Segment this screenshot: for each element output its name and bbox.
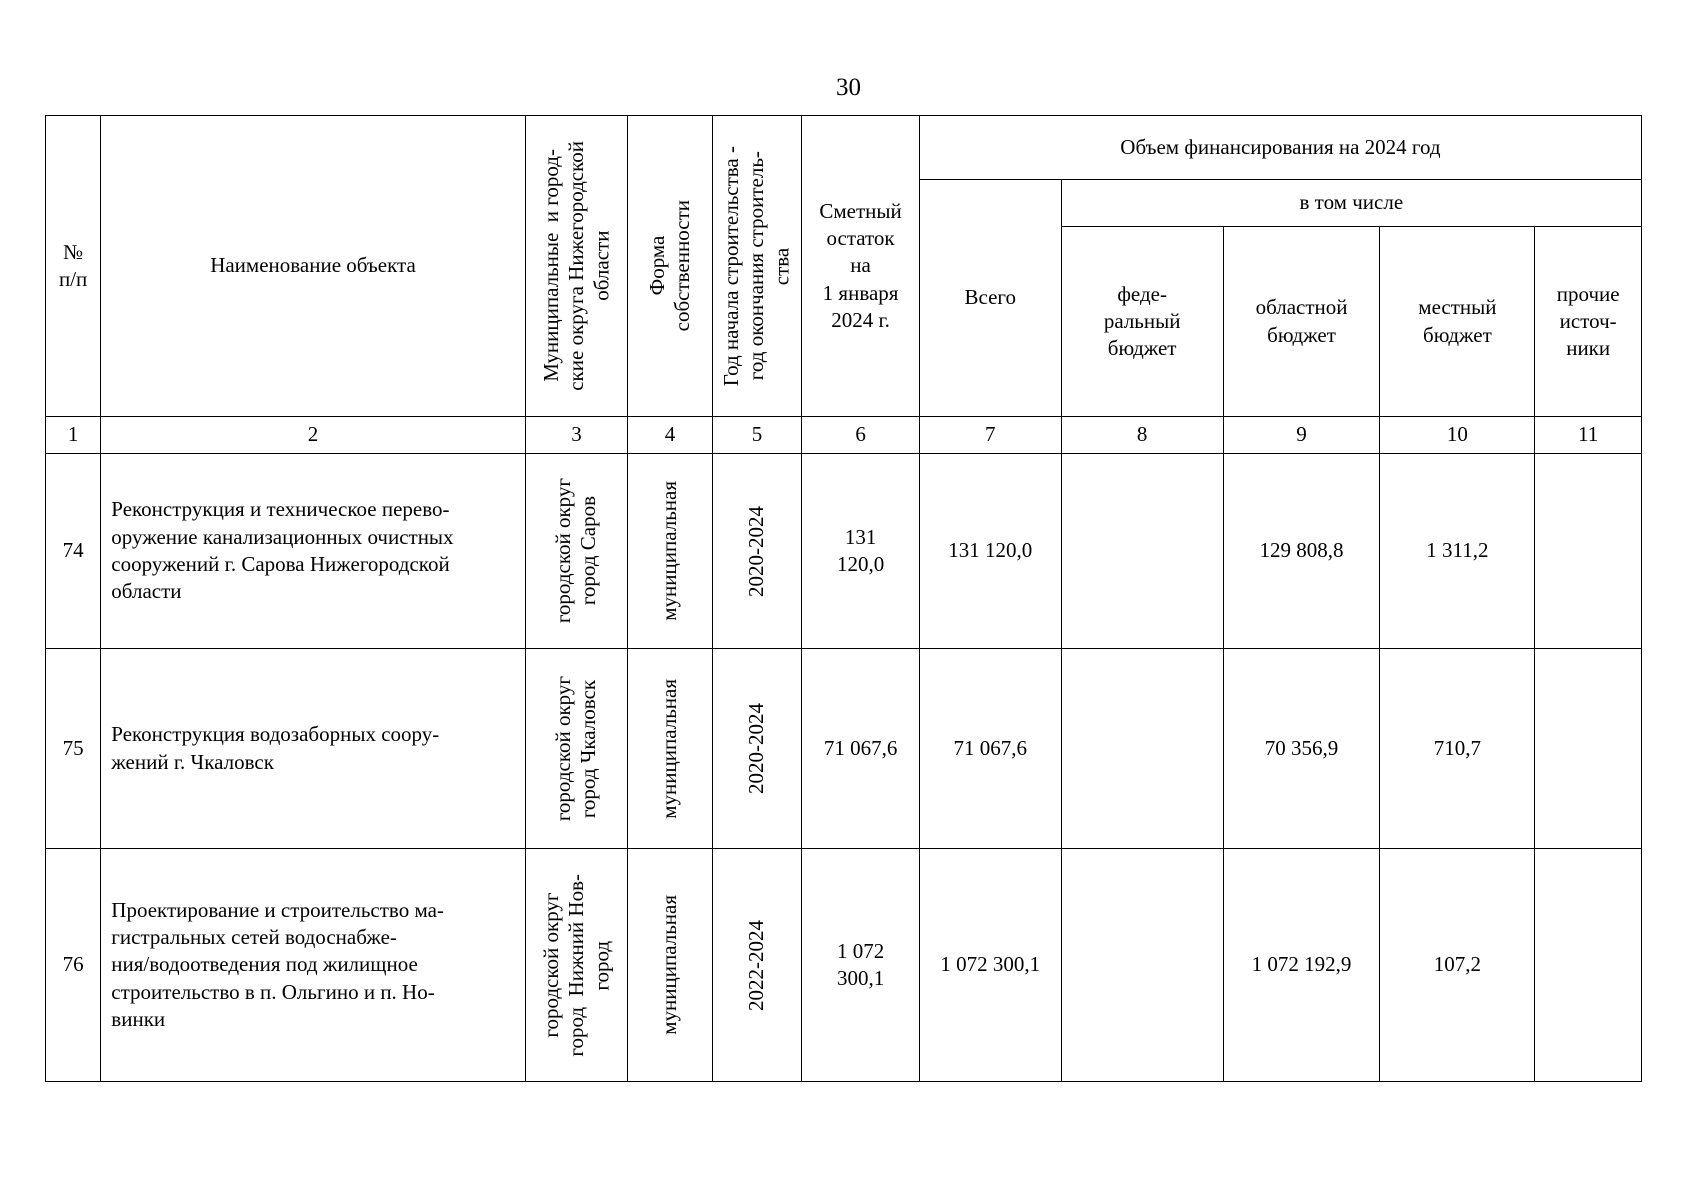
total: 71 067,6: [919, 649, 1061, 849]
column-number: 8: [1061, 417, 1223, 454]
header-row-1: [46, 116, 1642, 180]
column-number: 11: [1535, 417, 1642, 454]
municipality: городской округ город Саров: [525, 454, 628, 649]
header-local: местный бюджет: [1380, 227, 1535, 417]
local-budget: 1 311,2: [1380, 454, 1535, 649]
local-budget: 710,7: [1380, 649, 1535, 849]
table-row: [46, 454, 1642, 649]
header-total: Всего: [919, 180, 1061, 417]
remainder: 71 067,6: [802, 649, 920, 849]
header-num: № п/п: [46, 116, 101, 417]
header-name: Наименование объекта: [101, 116, 525, 417]
municipality: городской округ город Нижний Нов- город: [525, 849, 628, 1082]
table-row: [46, 649, 1642, 849]
construction-years: 2020-2024: [712, 649, 802, 849]
federal-budget: [1061, 454, 1223, 649]
object-name: Реконструкция и техническое перево- оружение канализационных очистных сооружений г. Сарова Нижегородской области: [101, 454, 525, 649]
local-budget: 107,2: [1380, 849, 1535, 1082]
header-regional: областной бюджет: [1223, 227, 1380, 417]
column-number: 6: [802, 417, 920, 454]
row-num: 75: [46, 649, 101, 849]
regional-budget: 70 356,9: [1223, 649, 1380, 849]
column-number: 4: [628, 417, 712, 454]
table-row: [46, 849, 1642, 1082]
remainder: 1 072 300,1: [802, 849, 920, 1082]
header-federal: феде- ральный бюджет: [1061, 227, 1223, 417]
construction-years: 2020-2024: [712, 454, 802, 649]
financing-table: [45, 115, 1642, 1082]
column-number-row: [46, 417, 1642, 454]
column-number: 7: [919, 417, 1061, 454]
column-number: 5: [712, 417, 802, 454]
header-municipal: Муниципальные и город- ские округа Нижегородской области: [525, 116, 628, 417]
header-financing: Объем финансирования на 2024 год: [919, 116, 1641, 180]
ownership: муниципальная: [628, 649, 712, 849]
row-num: 74: [46, 454, 101, 649]
regional-budget: 129 808,8: [1223, 454, 1380, 649]
regional-budget: 1 072 192,9: [1223, 849, 1380, 1082]
page-number: 30: [836, 74, 861, 101]
header-years: Год начала строительства - год окончания строитель- ства: [712, 116, 802, 417]
object-name: Проектирование и строительство ма- гистральных сетей водоснабже- ния/водоотведения под жилищное строительство в п. Ольгино и п. Но- винки: [101, 849, 525, 1082]
column-number: 9: [1223, 417, 1380, 454]
ownership: муниципальная: [628, 454, 712, 649]
municipality: городской округ город Чкаловск: [525, 649, 628, 849]
column-number: 1: [46, 417, 101, 454]
header-other: прочие источ- ники: [1535, 227, 1642, 417]
column-number: 3: [525, 417, 628, 454]
header-ownership: Форма собственности: [628, 116, 712, 417]
total: 131 120,0: [919, 454, 1061, 649]
ownership: муниципальная: [628, 849, 712, 1082]
federal-budget: [1061, 849, 1223, 1082]
other-sources: [1535, 849, 1642, 1082]
other-sources: [1535, 649, 1642, 849]
other-sources: [1535, 454, 1642, 649]
total: 1 072 300,1: [919, 849, 1061, 1082]
object-name: Реконструкция водозаборных соору- жений г. Чкаловск: [101, 649, 525, 849]
header-including: в том числе: [1061, 180, 1641, 227]
header-remainder: Сметный остаток на 1 января 2024 г.: [802, 116, 920, 417]
construction-years: 2022-2024: [712, 849, 802, 1082]
remainder: 131 120,0: [802, 454, 920, 649]
federal-budget: [1061, 649, 1223, 849]
row-num: 76: [46, 849, 101, 1082]
column-number: 2: [101, 417, 525, 454]
column-number: 10: [1380, 417, 1535, 454]
